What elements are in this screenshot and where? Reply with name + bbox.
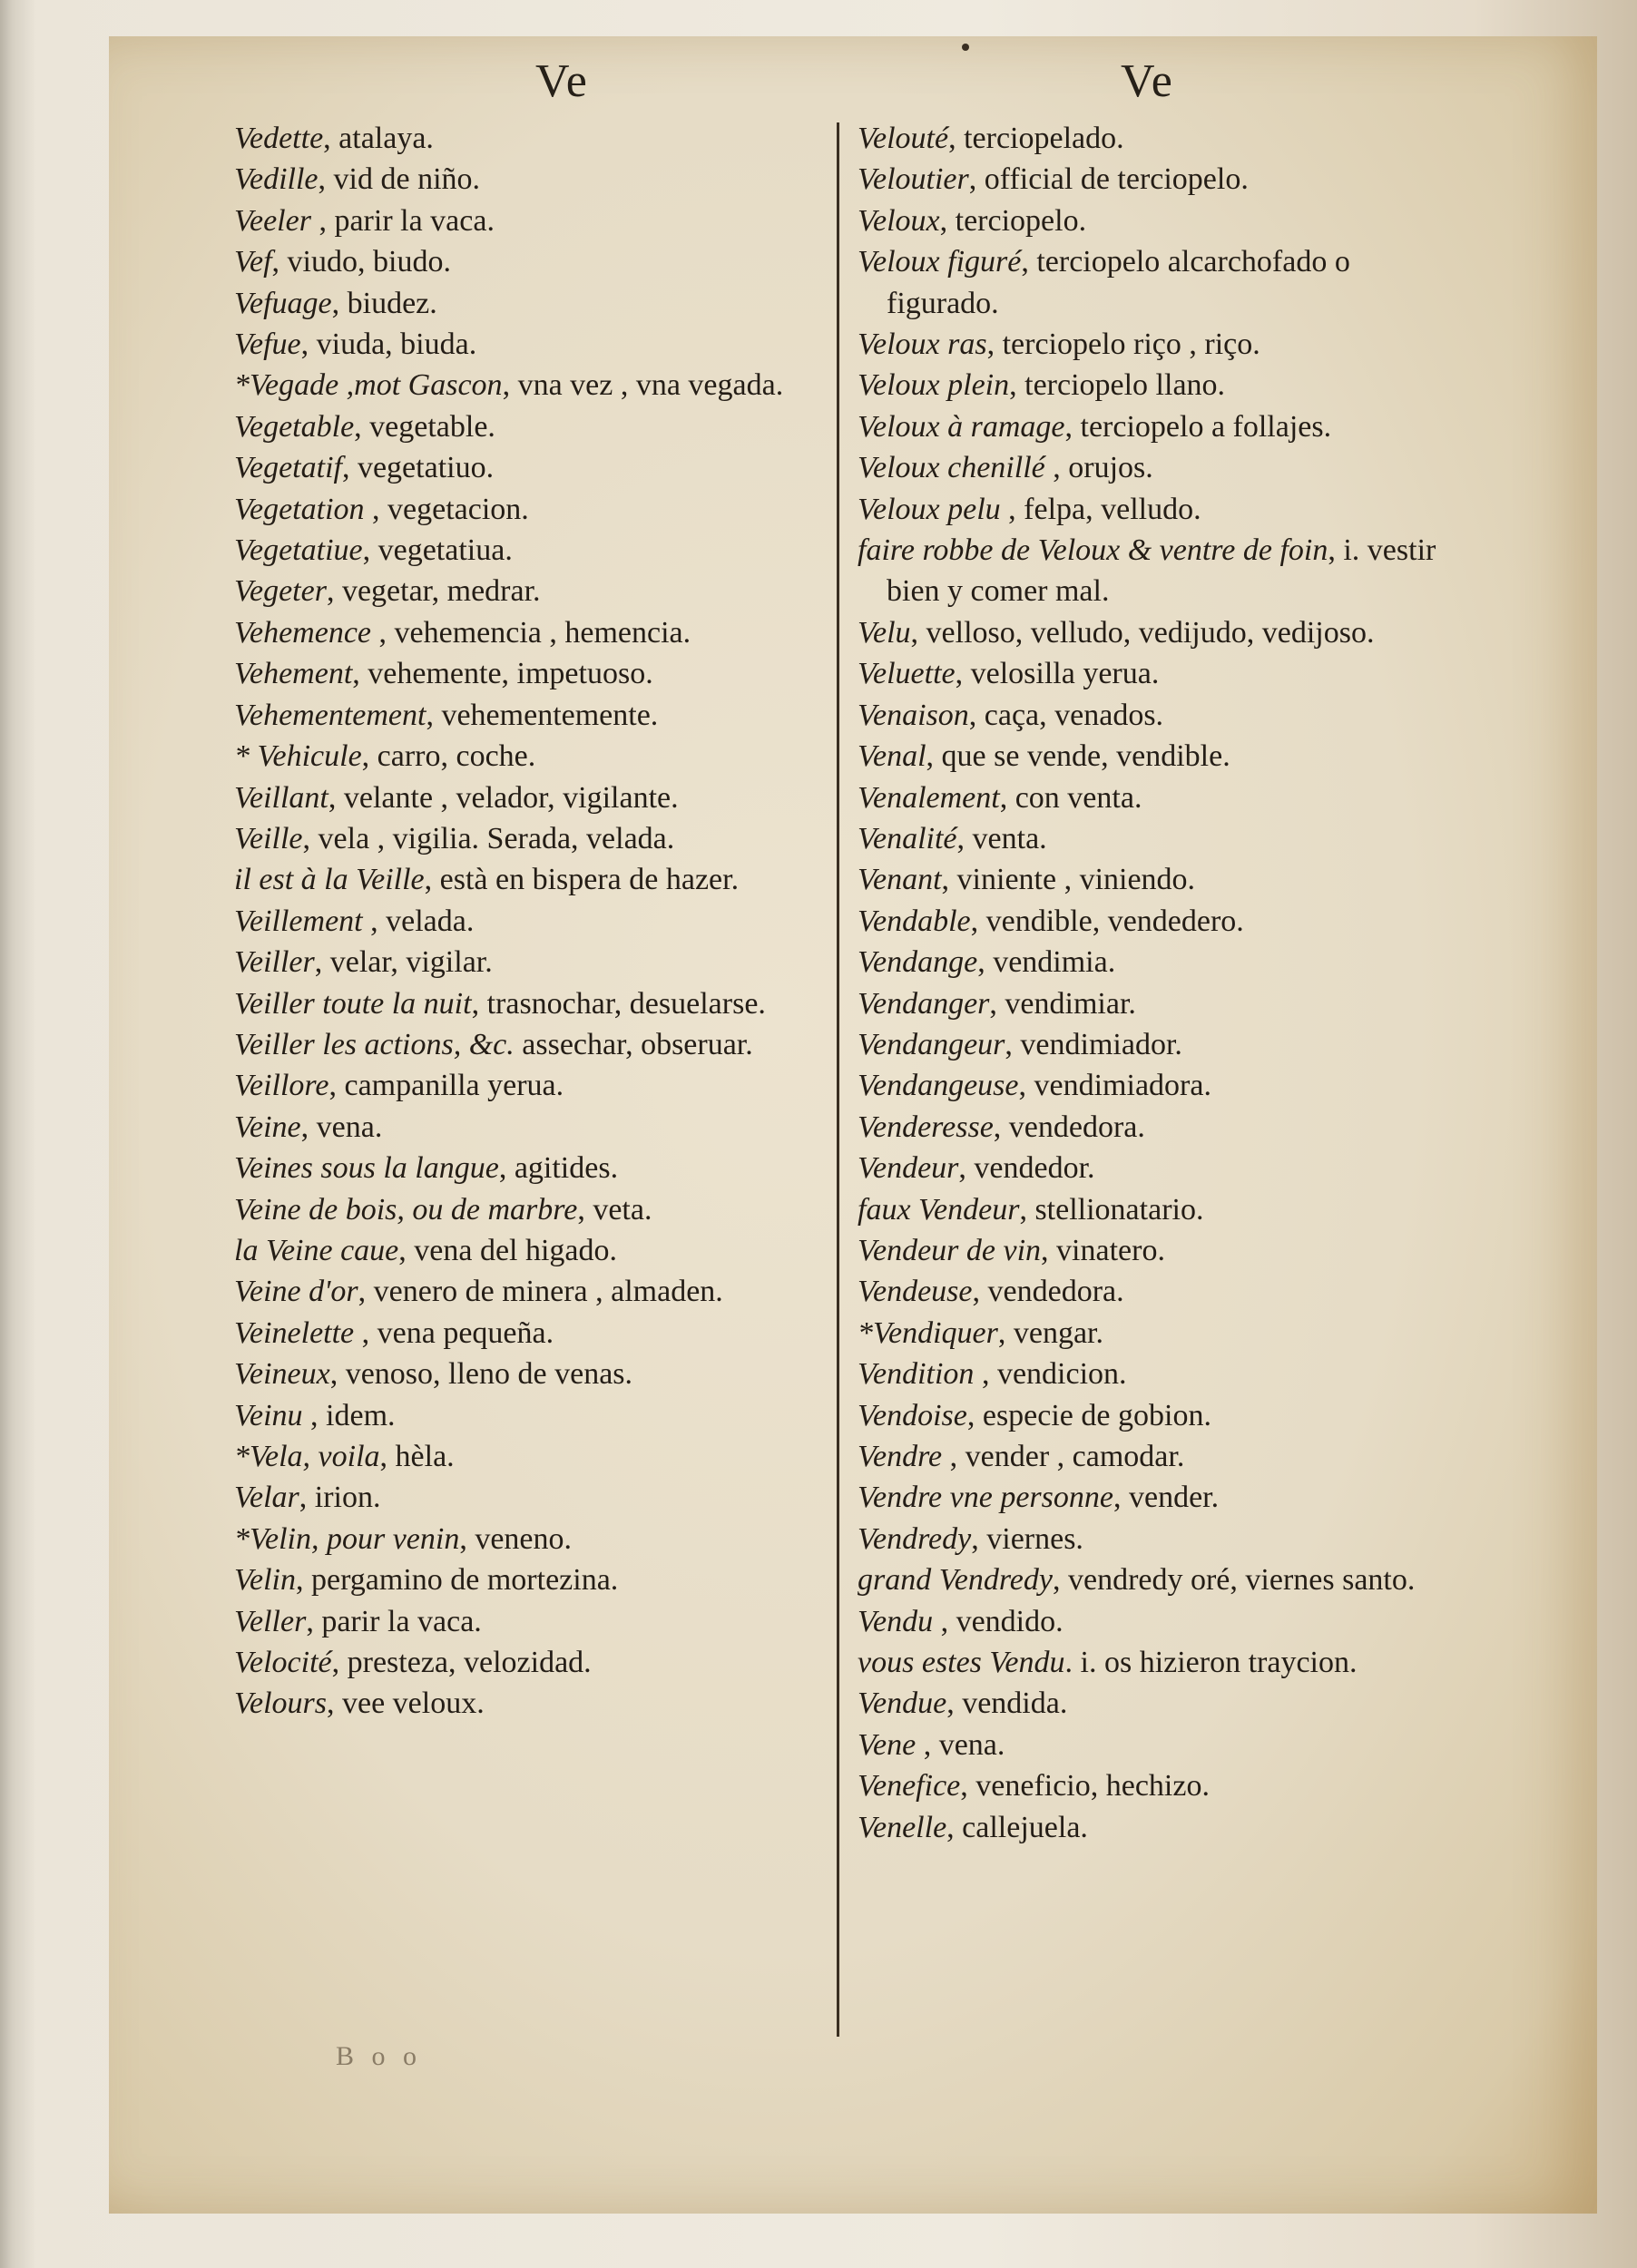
entry-headword: Vehementement (234, 698, 426, 732)
dictionary-entry (234, 1519, 842, 1559)
entry-headword: Venefice (858, 1769, 961, 1804)
dictionary-entry (858, 406, 1465, 447)
entry-definition: , veneno. (459, 1521, 573, 1556)
entry-definition: , vehementemente. (426, 698, 659, 732)
dictionary-entry (858, 1519, 1465, 1559)
entry-headword: vous estes Vendu (858, 1646, 1065, 1680)
entry-definition: , orujos. (1044, 451, 1153, 485)
entry-definition: , campanilla yerua. (328, 1069, 564, 1103)
entry-definition: , venoso, lleno de venas. (329, 1357, 633, 1392)
dictionary-entry (858, 1601, 1465, 1642)
entry-headword: Vegeter (234, 574, 327, 609)
entry-headword: Velocité (234, 1646, 332, 1680)
entry-headword: Vendeur de vin (858, 1233, 1042, 1267)
dictionary-entry (234, 1189, 842, 1230)
entry-definition: , especie de gobion. (966, 1398, 1211, 1432)
entry-headword: Veiller (234, 945, 315, 980)
dictionary-entry (858, 1642, 1465, 1683)
entry-definition: , vengar. (997, 1315, 1103, 1350)
dictionary-entry (234, 447, 842, 488)
entry-definition: , terciopelo riço , riço. (986, 327, 1260, 362)
entry-definition: , vinatero. (1041, 1233, 1165, 1267)
dictionary-entry (858, 1024, 1465, 1065)
dictionary-entry (858, 1559, 1465, 1600)
dictionary-entry (234, 1354, 842, 1394)
dictionary-entry (234, 1436, 842, 1477)
entry-definition: , vendedora. (972, 1275, 1124, 1309)
entry-headword: Vefue (234, 327, 301, 362)
dictionary-entry (858, 1683, 1465, 1724)
entry-headword: Veloutier (858, 162, 969, 197)
entry-headword: Vene (858, 1727, 917, 1762)
entry-definition: , velante , velador, vigilante. (328, 780, 679, 815)
entry-definition: , callejuela. (946, 1810, 1088, 1844)
dictionary-entry (858, 818, 1465, 859)
dictionary-entry (234, 118, 842, 159)
dictionary-entry (858, 159, 1465, 200)
dictionary-entry (234, 489, 842, 530)
entry-definition: , que se vende, vendible. (926, 739, 1230, 774)
entry-headword: Vendredy (858, 1521, 972, 1556)
entry-definition: , vena del higado. (398, 1233, 618, 1267)
entry-headword: Veillant (234, 780, 328, 815)
entry-definition: , irion. (299, 1481, 381, 1515)
dictionary-entry (234, 159, 842, 200)
entry-headword: * Vehicule (234, 739, 362, 774)
dictionary-entry (858, 1065, 1465, 1106)
entry-headword: Vendre (858, 1440, 943, 1473)
entry-headword: Vendangeuse (858, 1069, 1019, 1103)
entry-definition: , vendimia. (977, 945, 1116, 980)
dictionary-column-left (234, 118, 842, 1725)
dictionary-entry (234, 365, 842, 406)
entry-definition: , viniente , viniendo. (941, 863, 1196, 897)
entry-headword: Vehemence (234, 615, 372, 650)
entry-headword: Vendeuse (858, 1275, 973, 1309)
dictionary-entry (858, 1354, 1465, 1394)
entry-definition: , atalaya. (323, 122, 434, 155)
entry-headword: Veinu (234, 1398, 303, 1432)
dictionary-entry (858, 1189, 1465, 1230)
entry-definition: , trasnochar, desuelarse. (471, 986, 766, 1021)
entry-definition: , terciopelo. (939, 203, 1087, 238)
entry-definition: , vender. (1113, 1481, 1220, 1515)
dictionary-entry (858, 324, 1465, 365)
entry-headword: grand Vendredy (858, 1563, 1053, 1598)
dictionary-entry (234, 983, 842, 1024)
entry-definition: , velada. (362, 904, 475, 938)
entry-definition: , vid de niño. (318, 162, 481, 197)
entry-headword: Vendeur (858, 1151, 959, 1186)
entry-headword: Venal (858, 739, 926, 774)
entry-headword: Veiller toute la nuit (234, 986, 472, 1021)
entry-headword: Veeler (234, 203, 311, 238)
dictionary-entry (234, 1107, 842, 1148)
entry-definition: , vendimiador. (1005, 1027, 1182, 1061)
entry-definition: , vendredy oré, viernes santo. (1052, 1563, 1416, 1598)
entry-definition: assechar, obseruar. (514, 1027, 753, 1061)
entry-definition: , vena pequeña. (354, 1315, 554, 1350)
running-header-left: Ve (535, 55, 589, 107)
dictionary-entry (858, 118, 1465, 159)
entry-headword: Veloux à ramage (858, 409, 1065, 444)
dictionary-entry (234, 1559, 842, 1600)
entry-definition: , vender , camodar. (942, 1440, 1185, 1473)
entry-definition: , hèla. (379, 1440, 455, 1473)
dictionary-entry (858, 447, 1465, 488)
entry-headword: la Veine caue (234, 1233, 399, 1267)
entry-headword: Veloux pelu (858, 492, 1001, 526)
entry-definition: , vendicion. (974, 1357, 1127, 1392)
entry-headword: *Vela, voila (234, 1440, 380, 1473)
dictionary-entry (234, 283, 842, 324)
entry-definition: . i. os hizieron traycion. (1064, 1646, 1358, 1680)
entry-headword: Vegetable (234, 409, 355, 444)
entry-headword: Vegetatif (234, 451, 342, 485)
entry-definition: , està en bispera de hazer. (424, 863, 740, 897)
entry-definition: , vela , vigilia. Serada, velada. (302, 821, 675, 855)
entry-headword: Velours (234, 1686, 327, 1721)
entry-definition: , vena. (916, 1727, 1005, 1762)
entry-definition: , vehemente, impetuoso. (352, 657, 653, 691)
entry-definition: , vendida. (946, 1686, 1068, 1721)
dictionary-entry (234, 942, 842, 982)
entry-headword: Vefuage (234, 286, 332, 320)
entry-headword: Veloux figuré (858, 245, 1022, 279)
entry-definition: , vendido. (933, 1604, 1064, 1638)
dictionary-entry (858, 1765, 1465, 1806)
entry-definition: , parir la vaca. (310, 203, 495, 238)
entry-definition: , venero de minera , almaden. (358, 1275, 723, 1309)
dictionary-entry (234, 736, 842, 777)
entry-definition: , vendimiadora. (1018, 1069, 1211, 1103)
dictionary-entry (858, 489, 1465, 530)
entry-definition: , vegetatiua. (362, 533, 513, 568)
dictionary-entry (234, 1477, 842, 1518)
entry-definition: , vegetatiuo. (341, 451, 495, 485)
entry-headword: Vendu (858, 1604, 934, 1638)
dictionary-entry (234, 571, 842, 611)
dictionary-entry (858, 1148, 1465, 1188)
dictionary-entry (234, 818, 842, 859)
entry-definition: , viernes. (971, 1521, 1083, 1556)
entry-headword: Vendre vne personne (858, 1481, 1113, 1515)
entry-headword: faux Vendeur (858, 1192, 1020, 1227)
entry-headword: Venaison (858, 698, 969, 732)
dictionary-entry (234, 406, 842, 447)
entry-headword: Veller (234, 1604, 307, 1638)
entry-headword: Veine d'or (234, 1275, 358, 1309)
entry-definition: , vendedor. (958, 1151, 1095, 1186)
entry-definition: , biudez. (331, 286, 437, 320)
dictionary-column-right (858, 118, 1465, 1848)
entry-definition: , vegetacion. (364, 492, 529, 526)
entry-definition: , terciopelo alcarchofado o figurado. (887, 245, 1350, 320)
dictionary-entry (858, 942, 1465, 982)
entry-headword: Vendable (858, 904, 971, 938)
dictionary-entry (858, 901, 1465, 942)
entry-headword: *Vegade ,mot Gascon (234, 368, 503, 403)
dictionary-entry (858, 1313, 1465, 1354)
dictionary-entry (234, 859, 842, 900)
entry-headword: Veine de bois, ou de marbre (234, 1192, 578, 1227)
dictionary-entry (858, 653, 1465, 694)
entry-headword: Velin (234, 1563, 296, 1598)
entry-definition: , viuda, biuda. (300, 327, 477, 362)
dictionary-entry (234, 653, 842, 694)
entry-definition: , presteza, velozidad. (331, 1646, 592, 1680)
dictionary-entry (234, 1271, 842, 1312)
entry-definition: , vee veloux. (327, 1686, 485, 1721)
dictionary-entry (858, 1395, 1465, 1436)
entry-definition: , terciopelo a follajes. (1064, 409, 1332, 444)
entry-headword: Vegetatiue (234, 533, 363, 568)
entry-headword: Veloux ras (858, 327, 987, 362)
entry-headword: Velu (858, 615, 911, 650)
entry-definition: , idem. (302, 1398, 396, 1432)
dictionary-entry (234, 1683, 842, 1724)
entry-definition: , con venta. (999, 780, 1142, 815)
entry-definition: , vehemencia , hemencia. (371, 615, 691, 650)
dictionary-entry (858, 612, 1465, 653)
dictionary-entry (858, 736, 1465, 777)
entry-headword: Veloux chenillé (858, 451, 1045, 485)
entry-headword: Venelle (858, 1810, 947, 1844)
dictionary-entry (234, 612, 842, 653)
dictionary-entry (858, 1230, 1465, 1271)
dictionary-entry (234, 241, 842, 282)
dictionary-entry (234, 324, 842, 365)
dictionary-entry (858, 859, 1465, 900)
entry-definition: , viudo, biudo. (271, 245, 451, 279)
entry-headword: Veiller les actions, &c. (234, 1027, 515, 1061)
dictionary-entry (858, 1107, 1465, 1148)
dictionary-entry (858, 1477, 1465, 1518)
entry-headword: Vendition (858, 1357, 975, 1392)
entry-definition: , caça, venados. (968, 698, 1164, 732)
dictionary-entry (234, 777, 842, 818)
dictionary-entry (234, 530, 842, 571)
entry-definition: , official de terciopelo. (968, 162, 1249, 197)
entry-headword: Velouté (858, 122, 949, 155)
entry-headword: Veloux plein (858, 368, 1010, 403)
entry-definition: , i. vestir bien y comer mal. (887, 533, 1436, 609)
entry-headword: Veillore (234, 1069, 329, 1103)
entry-definition: , pergamino de mortezina. (295, 1563, 619, 1598)
column-divider (837, 122, 839, 2037)
entry-definition: , vna vez , vna vegada. (502, 368, 784, 403)
entry-definition: , stellionatario. (1019, 1192, 1204, 1227)
entry-headword: Venant (858, 863, 942, 897)
dictionary-entry (858, 695, 1465, 736)
entry-headword: Venalement (858, 780, 1000, 815)
dictionary-entry (234, 1642, 842, 1683)
dictionary-entry (234, 695, 842, 736)
entry-definition: , vegetable. (354, 409, 495, 444)
entry-definition: , vendedora. (993, 1110, 1145, 1144)
entry-definition: , vendimiar. (989, 986, 1136, 1021)
entry-definition: , vendible, vendedero. (970, 904, 1244, 938)
ink-dot (962, 44, 969, 51)
entry-definition: , terciopelo llano. (1009, 368, 1226, 403)
dictionary-entry (858, 983, 1465, 1024)
entry-headword: Venalité (858, 821, 957, 855)
entry-headword: Vendoise (858, 1398, 967, 1432)
dictionary-entry (234, 1065, 842, 1106)
entry-headword: Velar (234, 1481, 299, 1515)
dictionary-entry (234, 200, 842, 241)
entry-headword: il est à la Veille (234, 863, 425, 897)
dictionary-entry (858, 365, 1465, 406)
dictionary-entry (234, 901, 842, 942)
entry-headword: faire robbe de Veloux & ventre de foin (858, 533, 1328, 568)
catchword: B o o (336, 2041, 423, 2071)
dictionary-entry (234, 1313, 842, 1354)
dictionary-entry (858, 1271, 1465, 1312)
entry-definition: , vegetar, medrar. (326, 574, 541, 609)
dictionary-entry (858, 1807, 1465, 1848)
dictionary-entry (858, 777, 1465, 818)
entry-headword: Vedette (234, 122, 324, 155)
dictionary-entry (234, 1024, 842, 1065)
dictionary-entry (858, 200, 1465, 241)
entry-headword: Vendanger (858, 986, 990, 1021)
entry-definition: , velloso, velludo, vedijudo, vedijoso. (910, 615, 1375, 650)
entry-headword: Vehement (234, 657, 353, 691)
dictionary-entry (858, 530, 1465, 612)
entry-headword: Vendue (858, 1686, 947, 1721)
dictionary-entry (858, 1436, 1465, 1477)
dictionary-entry (858, 1725, 1465, 1765)
entry-headword: Veine (234, 1110, 301, 1144)
entry-definition: , venta. (956, 821, 1047, 855)
entry-headword: Veineux (234, 1357, 330, 1392)
entry-definition: , vena. (300, 1110, 383, 1144)
entry-headword: Veille (234, 821, 303, 855)
entry-headword: Vegetation (234, 492, 365, 526)
dictionary-entry (234, 1148, 842, 1188)
entry-headword: Venderesse (858, 1110, 994, 1144)
entry-headword: Veines sous la langue (234, 1151, 499, 1186)
entry-headword: Vedille (234, 162, 319, 197)
entry-definition: , parir la vaca. (306, 1604, 482, 1638)
dictionary-entry (234, 1601, 842, 1642)
entry-headword: *Vendiquer (858, 1315, 998, 1350)
entry-definition: , terciopelado. (948, 122, 1124, 155)
entry-headword: Veloux (858, 203, 940, 238)
entry-definition: , velar, vigilar. (314, 945, 493, 980)
entry-definition: , veneficio, hechizo. (960, 1769, 1210, 1804)
running-header-right: Ve (1121, 55, 1174, 107)
dictionary-entry (234, 1395, 842, 1436)
entry-headword: *Velin, pour venin (234, 1521, 460, 1556)
entry-headword: Veillement (234, 904, 363, 938)
entry-definition: , veta. (577, 1192, 652, 1227)
entry-headword: Veinelette (234, 1315, 355, 1350)
entry-definition: , felpa, velludo. (1000, 492, 1201, 526)
entry-headword: Veluette (858, 657, 956, 691)
entry-definition: , carro, coche. (361, 739, 536, 774)
entry-definition: , agitides. (498, 1151, 619, 1186)
dictionary-entry (234, 1230, 842, 1271)
entry-headword: Vendange (858, 945, 978, 980)
entry-headword: Vef (234, 245, 272, 279)
entry-definition: , velosilla yerua. (955, 657, 1160, 691)
entry-headword: Vendangeur (858, 1027, 1005, 1061)
dictionary-entry (858, 241, 1465, 324)
